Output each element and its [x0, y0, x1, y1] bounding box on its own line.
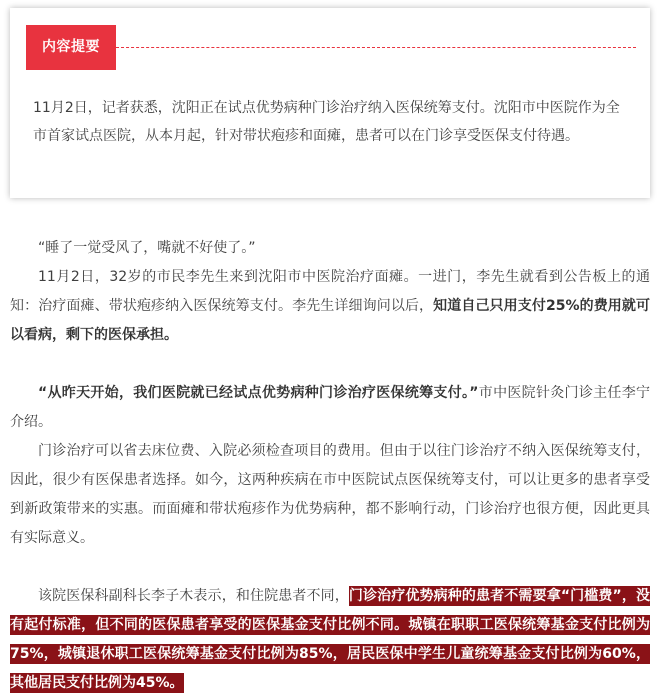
article-paragraph-director [10, 379, 650, 437]
patient-text: 11月2日，32岁的市民李先生来到沈阳市中医院治疗面瘫。一进门，李先生就看到公告板上的通知：治疗面瘫、带状疱疹纳入医保统筹支付。李先生详细询问以后， [10, 269, 650, 314]
ratios-highlight: 门诊治疗优势病种的患者不需要拿“门槛费”，没有起付标准，但不同的医保患者享受的医保基金支付比例不同。城镇在职职工医保统筹基金支付比例为75%，城镇退休职工医保统筹基金支付比例为85%，居民医保中学生儿童统筹基金支付比例为60%，其他居民支付比例为45%。 [10, 588, 651, 691]
director-attribution: 市中医院针灸门诊主任李宁介绍。 [10, 385, 650, 430]
paragraph-gap [10, 350, 650, 379]
article-paragraph-quote: “睡了一觉受风了，嘴就不好使了。” [38, 240, 256, 256]
summary-text: 11月2日，记者获悉，沈阳正在试点优势病种门诊治疗纳入医保统筹支付。沈阳市中医院作为全市首家试点医院，从本月起，针对带状疱疹和面瘫，患者可以在门诊享受医保支付待遇。 [33, 100, 620, 144]
patient-cost-bold: 知道自己只用支付25%的费用就可以看病，剩下的医保承担。 [10, 298, 651, 343]
summary-card [10, 8, 650, 198]
director-quote-bold: “从昨天开始，我们医院就已经试点优势病种门诊治疗医保统筹支付。” [38, 385, 479, 401]
article-paragraph-ratios [10, 582, 650, 698]
ratios-intro: 该院医保科副科长李子木表示，和住院患者不同， [38, 588, 349, 604]
summary-dashed-divider [116, 47, 636, 48]
article-paragraph-patient [10, 263, 650, 350]
paragraph-gap [10, 553, 650, 582]
article-body [10, 234, 650, 698]
article-paragraph-explanation: 门诊治疗可以省去床位费、入院必须检查项目的费用。但由于以往门诊治疗不纳入医保统筹支付，因此，很少有医保患者选择。如今，这两种疾病在市中医院试点医保统筹支付，可以让更多的患者享受到新政策带来的实惠。而面瘫和带状疱疹作为优势病种，都不影响行动，门诊治疗也很方便，因此更具有实际意义。 [10, 443, 650, 546]
summary-tag: 内容提要 [26, 25, 116, 70]
